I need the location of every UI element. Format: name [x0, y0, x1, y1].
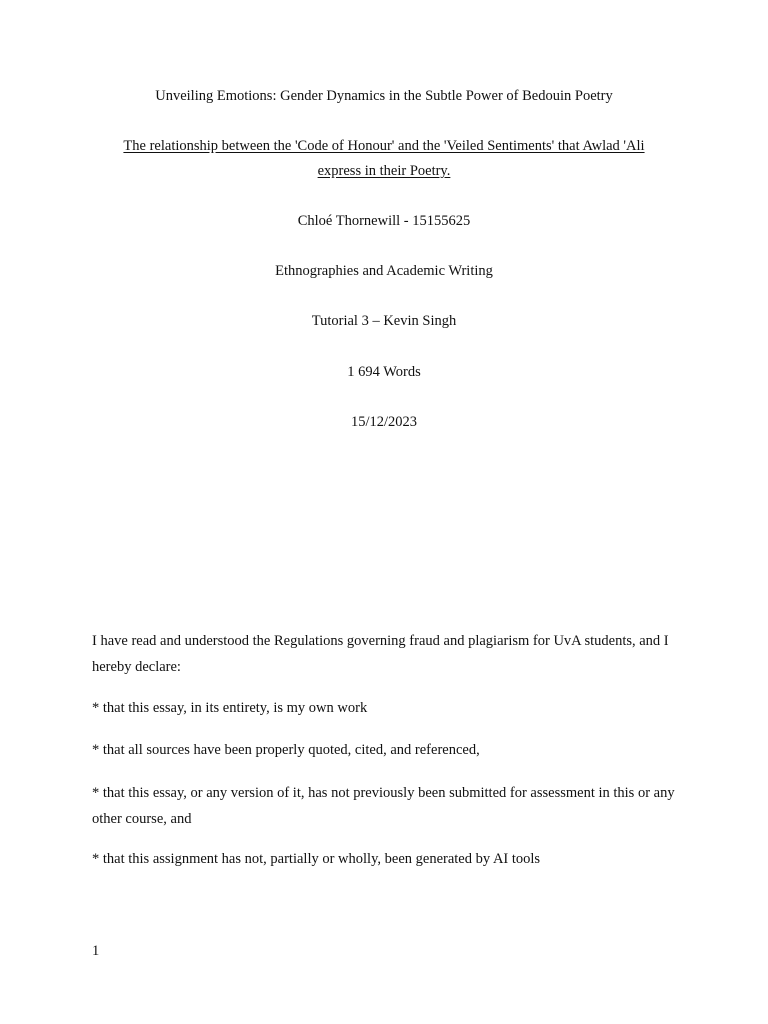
- course-name: Ethnographies and Academic Writing: [275, 263, 493, 279]
- essay-subtitle: The relationship between the 'Code of Honour' and the 'Veiled Sentiments' that Awlad 'Ali express in their Poetry.: [123, 138, 645, 179]
- declaration-item: * that this assignment has not, partially or wholly, been generated by AI tools: [92, 851, 541, 867]
- declaration-item: * that this essay, in its entirety, is my own work: [92, 700, 368, 716]
- submission-date: 15/12/2023: [350, 414, 418, 430]
- declaration-item: * that this essay, or any version of it, has not previously been submitted for assessment in this or any other course, and: [92, 785, 675, 827]
- author-line: Chloé Thornewill - 15155625: [297, 213, 471, 229]
- tutorial-line: Tutorial 3 – Kevin Singh: [311, 313, 457, 329]
- essay-title: Unveiling Emotions: Gender Dynamics in the Subtle Power of Bedouin Poetry: [155, 88, 613, 104]
- declaration-intro: I have read and understood the Regulations governing fraud and plagiarism for UvA students, and I hereby declare:: [92, 633, 669, 675]
- page-number: 1: [92, 943, 100, 959]
- word-count: 1 694 Words: [347, 364, 421, 380]
- declaration-item: * that all sources have been properly quoted, cited, and referenced,: [92, 742, 480, 758]
